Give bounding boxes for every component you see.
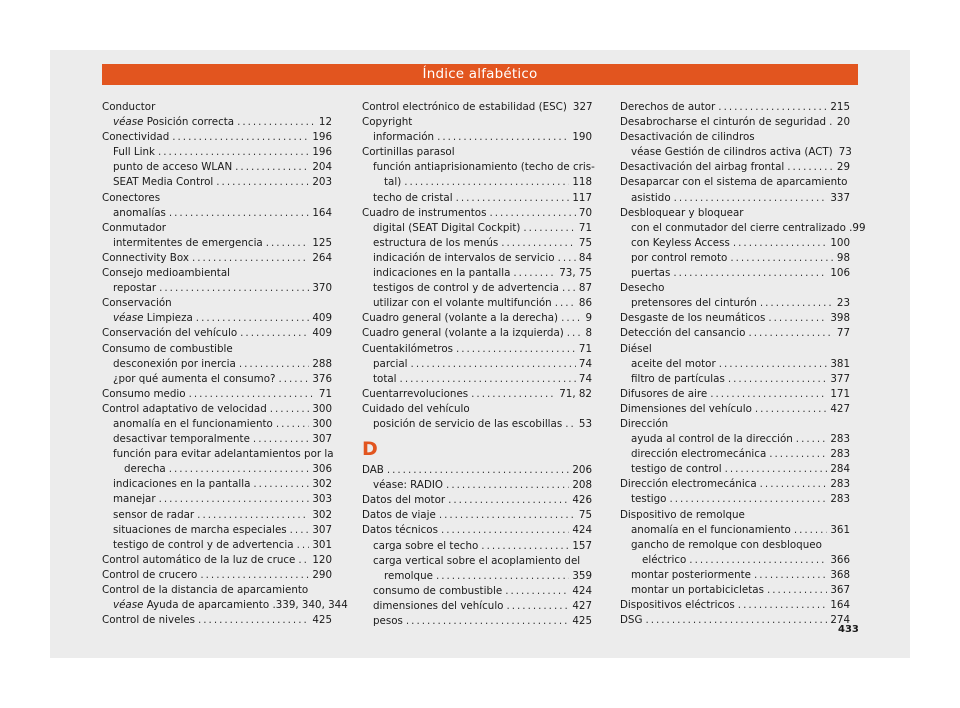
index-entry: información ..... 190 — [362, 130, 592, 145]
leader-dots — [169, 462, 310, 477]
index-entry: Desactivación del airbag frontal ..... 29 — [620, 160, 850, 175]
page-reference: 100 — [830, 236, 850, 249]
page-reference: 71 — [318, 387, 332, 400]
page-reference: 77 — [836, 327, 850, 340]
leader-dots — [235, 160, 309, 175]
page-reference: 71 — [578, 221, 592, 234]
index-entry: testigo de control ..... 284 — [620, 462, 850, 477]
index-entry: Control electrónico de estabilidad (ESC) 327 — [362, 100, 592, 115]
leader-dots — [669, 492, 827, 507]
leader-dots — [710, 387, 827, 402]
index-entry: Dirección electromecánica ..... 283 — [620, 477, 850, 492]
page-reference: 290 — [312, 568, 332, 581]
page-reference: 98 — [836, 251, 850, 264]
page-reference: 427 — [572, 599, 592, 612]
index-heading: Conmutador — [102, 221, 166, 234]
page-reference: 409 — [312, 312, 332, 325]
page-reference: 29 — [836, 161, 850, 174]
leader-dots — [562, 281, 576, 296]
page-reference: 425 — [312, 614, 332, 627]
page-reference: 264 — [312, 251, 332, 264]
leader-dots — [406, 614, 569, 629]
index-entry: Cuadro general (volante a la izquierda) ..... 8 — [362, 326, 592, 341]
page-reference: 339, 340, 344 — [275, 599, 348, 612]
leader-dots — [189, 387, 316, 402]
page-reference: 359 — [572, 569, 592, 582]
index-entry: Desabrocharse el cinturón de seguridad ..... 20 — [620, 115, 850, 130]
index-entry: Cuadro general (volante a la derecha) ..... 9 — [362, 311, 592, 326]
index-entry: con Keyless Access ..... 100 — [620, 236, 850, 251]
page-reference: 398 — [830, 312, 850, 325]
page-reference: 164 — [312, 206, 332, 219]
index-entry: testigo ..... 283 — [620, 492, 850, 507]
page-reference: 307 — [312, 433, 332, 446]
page-reference: 370 — [312, 282, 332, 295]
page-reference: 288 — [312, 357, 332, 370]
index-heading: Desactivación de cilindros — [620, 131, 755, 144]
leader-dots — [754, 568, 827, 583]
leader-dots — [558, 251, 576, 266]
index-entry: ayuda al control de la dirección ..... 283 — [620, 432, 850, 447]
page-reference: 377 — [830, 372, 850, 385]
index-entry: anomalías ..... 164 — [102, 206, 332, 221]
page-reference: 171 — [830, 387, 850, 400]
index-entry: asistido ..... 337 — [620, 191, 850, 206]
leader-dots — [738, 598, 828, 613]
leader-dots — [561, 311, 582, 326]
index-entry: Difusores de aire ..... 171 — [620, 387, 850, 402]
index-entry: Desgaste de los neumáticos ..... 398 — [620, 311, 850, 326]
index-entry: punto de acceso WLAN ..... 204 — [102, 160, 332, 175]
page-reference: 53 — [578, 417, 592, 430]
page-reference: 274 — [830, 614, 850, 627]
index-heading: Control de la distancia de aparcamiento — [102, 584, 309, 596]
page-reference: 71, 82 — [559, 387, 592, 400]
page-reference: 196 — [312, 131, 332, 144]
index-entry: derecha ..... 306 — [102, 462, 332, 477]
index-entry: Control de niveles ..... 425 — [102, 613, 332, 628]
leader-dots — [796, 432, 828, 447]
index-entry: DAB ..... 206 — [362, 463, 592, 478]
page-reference: 381 — [830, 357, 850, 370]
index-entry: repostar ..... 370 — [102, 281, 332, 296]
index-entry: digital (SEAT Digital Cockpit) ..... 71 — [362, 221, 592, 236]
leader-dots — [689, 553, 827, 568]
page-reference: 73, 75 — [559, 267, 592, 280]
leader-dots — [400, 372, 576, 387]
page-reference: 75 — [578, 509, 592, 522]
index-entry: estructura de los menús ..... 75 — [362, 236, 592, 251]
leader-dots — [169, 206, 309, 221]
page-reference: 361 — [830, 523, 850, 536]
page-reference: 74 — [578, 372, 592, 385]
index-heading: Cortinillas parasol — [362, 146, 455, 159]
leader-dots — [266, 236, 310, 251]
index-entry: dirección electromecánica ..... 283 — [620, 447, 850, 462]
index-heading: carga vertical sobre el acoplamiento del — [373, 554, 581, 567]
index-entry: ¿por qué aumenta el consumo? ..... 376 — [102, 372, 332, 387]
index-entry: indicaciones en la pantalla ..... 302 — [102, 477, 332, 492]
leader-dots — [481, 539, 569, 554]
index-entry: pretensores del cinturón ..... 23 — [620, 296, 850, 311]
leader-dots — [567, 326, 583, 341]
leader-dots — [725, 462, 828, 477]
leader-dots — [489, 206, 575, 221]
page-reference: 283 — [830, 448, 850, 461]
leader-dots — [767, 583, 827, 598]
index-entry: puertas ..... 106 — [620, 266, 850, 281]
index-entry: Derechos de autor ..... 215 — [620, 100, 850, 115]
index-entry: Consumo medio ..... 71 — [102, 387, 332, 402]
page-reference: 376 — [312, 372, 332, 385]
index-entry: Datos de viaje ..... 75 — [362, 508, 592, 523]
index-heading: Consumo de combustible — [102, 342, 233, 355]
index-entry: Dimensiones del vehículo ..... 427 — [620, 402, 850, 417]
leader-dots — [159, 492, 310, 507]
index-entry: tal) ..... 118 — [362, 175, 592, 190]
page-reference: 157 — [572, 539, 592, 552]
leader-dots — [456, 342, 576, 357]
leader-dots — [673, 266, 827, 281]
leader-dots — [239, 357, 310, 372]
leader-dots — [794, 523, 828, 538]
index-entry: montar posteriormente ..... 368 — [620, 568, 850, 583]
index-heading: Cuidado del vehículo — [362, 402, 470, 415]
page-reference: 23 — [836, 297, 850, 310]
leader-dots — [760, 296, 834, 311]
index-entry: testigo de control y de advertencia ..... 301 — [102, 538, 332, 553]
leader-dots — [674, 191, 828, 206]
page-reference: 86 — [578, 297, 592, 310]
page-reference: 368 — [830, 568, 850, 581]
page-reference: 203 — [312, 176, 332, 189]
leader-dots — [441, 523, 569, 538]
leader-dots — [436, 569, 569, 584]
page-reference: 300 — [312, 417, 332, 430]
page-reference: 20 — [836, 116, 850, 129]
leader-dots — [278, 372, 309, 387]
page-reference: 283 — [830, 493, 850, 506]
index-entry: parcial ..... 74 — [362, 357, 592, 372]
leader-dots — [404, 175, 569, 190]
index-entry: dimensiones del vehículo ..... 427 — [362, 599, 592, 614]
page-reference: 70 — [578, 206, 592, 219]
index-column-2 — [362, 100, 595, 629]
index-entry: véase Gestión de cilindros activa (ACT) 73 — [620, 145, 850, 160]
index-entry: eléctrico ..... 366 — [620, 553, 850, 568]
index-entry: por control remoto ..... 98 — [620, 251, 850, 266]
page-reference: 106 — [830, 267, 850, 280]
leader-dots — [253, 432, 309, 447]
section-letter: D — [362, 438, 378, 461]
page-reference: 366 — [830, 553, 850, 566]
page-reference: 215 — [830, 101, 850, 113]
index-entry: utilizar con el volante multifunción ..... 86 — [362, 296, 592, 311]
page-reference: 75 — [578, 236, 592, 249]
leader-dots — [159, 281, 309, 296]
index-entry: Cuentakilómetros ..... 71 — [362, 342, 592, 357]
index-heading: Desaparcar con el sistema de aparcamiento — [620, 176, 848, 189]
page-reference: 204 — [312, 161, 332, 174]
index-heading: Conectores — [102, 191, 161, 204]
leader-dots — [760, 477, 828, 492]
index-header: Índice alfabético — [102, 64, 858, 85]
index-heading: Dirección — [620, 417, 669, 430]
leader-dots — [565, 417, 576, 432]
page-reference: 303 — [312, 493, 332, 506]
leader-dots — [270, 402, 310, 417]
page-reference: 9 — [585, 312, 592, 325]
index-entry: total ..... 74 — [362, 372, 592, 387]
page-reference: 427 — [830, 402, 850, 415]
index-entry: véase Posición correcta ..... 12 — [102, 115, 332, 130]
leader-dots — [733, 236, 827, 251]
page-reference: 120 — [312, 553, 332, 566]
leader-dots — [290, 523, 310, 538]
index-entry: véase: RADIO ..... 208 — [362, 478, 592, 493]
page-reference: 87 — [578, 282, 592, 295]
leader-dots — [437, 130, 569, 145]
index-heading: Diésel — [620, 342, 652, 355]
page-reference: 300 — [312, 402, 332, 415]
index-entry: Full Link ..... 196 — [102, 145, 332, 160]
leader-dots — [297, 538, 310, 553]
index-heading: gancho de remolque con desbloqueo — [631, 538, 822, 551]
page-number: 433 — [838, 624, 859, 635]
leader-dots — [172, 130, 309, 145]
index-entry: Cuadro de instrumentos ..... 70 — [362, 206, 592, 221]
page-reference: 301 — [312, 538, 332, 551]
index-entry: Connectivity Box ..... 264 — [102, 251, 332, 266]
page-reference: 164 — [830, 599, 850, 612]
leader-dots — [196, 311, 310, 326]
index-entry: indicación de intervalos de servicio ..... 84 — [362, 251, 592, 266]
page-reference: 74 — [578, 357, 592, 370]
leader-dots — [755, 402, 827, 417]
leader-dots — [216, 175, 309, 190]
index-entry: techo de cristal ..... 117 — [362, 191, 592, 206]
index-entry: Dispositivos eléctricos ..... 164 — [620, 598, 850, 613]
index-entry: DSG ..... 274 — [620, 613, 850, 628]
leader-dots — [645, 613, 827, 628]
index-entry: indicaciones en la pantalla ..... 73, 75 — [362, 266, 592, 281]
leader-dots — [276, 417, 310, 432]
leader-dots — [505, 584, 569, 599]
leader-dots — [829, 115, 834, 130]
leader-dots — [237, 115, 316, 130]
index-heading: Conservación — [102, 297, 172, 310]
page-reference: 426 — [572, 494, 592, 507]
leader-dots — [411, 357, 576, 372]
index-entry: sensor de radar ..... 302 — [102, 508, 332, 523]
index-entry: Control automático de la luz de cruce ..... 120 — [102, 553, 332, 568]
index-entry: Datos del motor ..... 426 — [362, 493, 592, 508]
page-reference: 284 — [830, 463, 850, 476]
index-heading: Desecho — [620, 282, 665, 295]
index-entry: posición de servicio de las escobillas ..... 53 — [362, 417, 592, 432]
leader-dots — [192, 251, 309, 266]
leader-dots — [555, 296, 576, 311]
index-entry: intermitentes de emergencia ..... 125 — [102, 236, 332, 251]
page-reference: 12 — [318, 116, 332, 129]
leader-dots — [448, 493, 569, 508]
leader-dots — [198, 613, 309, 628]
index-heading: función para evitar adelantamientos por la — [113, 448, 334, 461]
leader-dots — [200, 568, 309, 583]
index-entry: Datos técnicos ..... 424 — [362, 523, 592, 538]
index-entry: desactivar temporalmente ..... 307 — [102, 432, 332, 447]
page-reference: 125 — [312, 236, 332, 249]
index-column-1 — [102, 100, 348, 628]
page-reference: 306 — [312, 463, 332, 476]
leader-dots — [748, 326, 833, 341]
index-entry: SEAT Media Control ..... 203 — [102, 175, 332, 190]
leader-dots — [523, 221, 576, 236]
leader-dots — [730, 251, 834, 266]
leader-dots — [298, 553, 309, 568]
page-reference: 337 — [830, 191, 850, 204]
page-reference: 425 — [572, 615, 592, 627]
page-reference: 206 — [572, 464, 592, 477]
page-reference: 409 — [312, 327, 332, 340]
leader-dots — [787, 160, 834, 175]
index-entry: anomalía en el funcionamiento ..... 361 — [620, 523, 850, 538]
page-reference: 302 — [312, 508, 332, 521]
index-entry: remolque ..... 359 — [362, 569, 592, 584]
index-entry: situaciones de marcha especiales ..... 307 — [102, 523, 332, 538]
page-reference: 208 — [572, 479, 592, 492]
page-reference: 196 — [312, 146, 332, 159]
leader-dots — [253, 477, 309, 492]
index-entry: testigos de control y de advertencia ..... 87 — [362, 281, 592, 296]
index-entry: véase Ayuda de aparcamiento . 339, 340, 344 — [102, 598, 332, 613]
leader-dots — [240, 326, 309, 341]
index-entry: montar un portabicicletas ..... 367 — [620, 583, 850, 598]
leader-dots — [446, 478, 569, 493]
page-reference: 117 — [572, 191, 592, 204]
leader-dots — [718, 100, 827, 115]
page-reference: 424 — [572, 524, 592, 537]
leader-dots — [719, 357, 828, 372]
leader-dots — [456, 191, 570, 206]
index-entry: Control de crucero ..... 290 — [102, 568, 332, 583]
index-entry: desconexión por inercia ..... 288 — [102, 357, 332, 372]
page-reference: 302 — [312, 478, 332, 491]
page-reference: 99 — [852, 221, 866, 234]
index-entry: aceite del motor ..... 381 — [620, 357, 850, 372]
page-reference: 118 — [572, 176, 592, 189]
leader-dots — [471, 387, 556, 402]
page-reference: 283 — [830, 433, 850, 446]
page-reference: 307 — [312, 523, 332, 536]
index-heading: Consejo medioambiental — [102, 267, 231, 280]
index-entry: consumo de combustible ..... 424 — [362, 584, 592, 599]
index-heading: Dispositivo de remolque — [620, 508, 745, 521]
index-heading: Conductor — [102, 101, 156, 113]
leader-dots — [768, 311, 827, 326]
index-entry: filtro de partículas ..... 377 — [620, 372, 850, 387]
page-reference: 283 — [830, 478, 850, 491]
index-entry: Cuentarrevoluciones ..... 71, 82 — [362, 387, 592, 402]
leader-dots — [197, 508, 309, 523]
index-entry: Conectividad ..... 196 — [102, 130, 332, 145]
index-heading: Desbloquear y bloquear — [620, 206, 744, 219]
index-entry: Detección del cansancio ..... 77 — [620, 326, 850, 341]
index-entry: anomalía en el funcionamiento ..... 300 — [102, 417, 332, 432]
index-entry: carga sobre el techo ..... 157 — [362, 539, 592, 554]
page-reference: 327 — [572, 101, 593, 113]
index-heading: Copyright — [362, 116, 413, 129]
page-reference: 84 — [578, 251, 592, 264]
index-entry: Control adaptativo de velocidad ..... 300 — [102, 402, 332, 417]
index-entry: con el conmutador del cierre centralizado . 99 — [620, 221, 850, 236]
page-reference: 73 — [838, 146, 852, 159]
leader-dots — [506, 599, 569, 614]
leader-dots — [439, 508, 576, 523]
index-entry: véase Limpieza ..... 409 — [102, 311, 332, 326]
page-reference: 424 — [572, 584, 592, 597]
page-reference: 367 — [830, 584, 850, 596]
index-entry: Conservación del vehículo ..... 409 — [102, 326, 332, 341]
index-heading: función antiaprisionamiento (techo de cris- — [373, 161, 595, 174]
page-reference: 71 — [578, 342, 592, 355]
index-entry: manejar ..... 303 — [102, 492, 332, 507]
leader-dots — [769, 447, 827, 462]
leader-dots — [728, 372, 828, 387]
leader-dots — [387, 463, 569, 478]
leader-dots — [513, 266, 556, 281]
page-reference: 8 — [585, 327, 592, 340]
page-reference: 190 — [572, 131, 592, 144]
leader-dots — [501, 236, 576, 251]
index-entry: pesos ..... 425 — [362, 614, 592, 629]
index-column-3 — [620, 100, 866, 628]
leader-dots — [158, 145, 309, 160]
